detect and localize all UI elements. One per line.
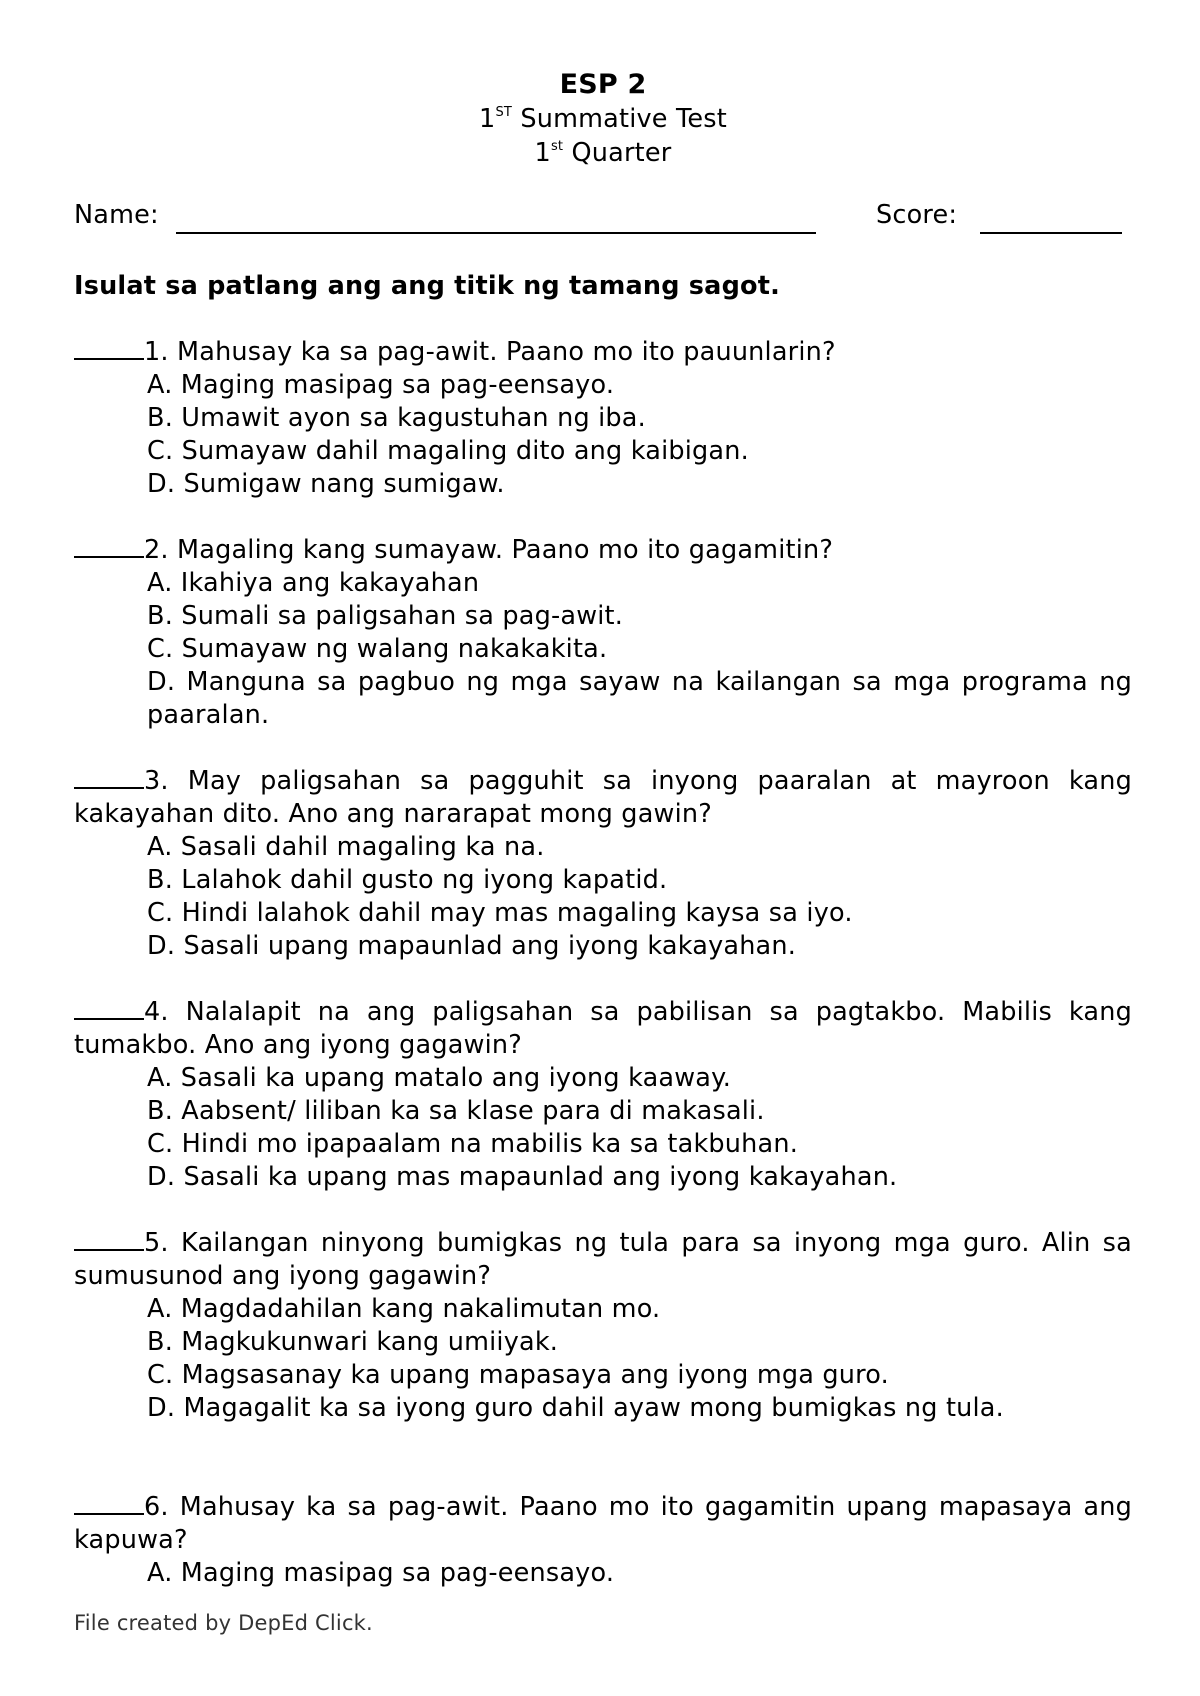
option-a: A. Sasali dahil magaling ka na.: [147, 832, 545, 862]
question-1: [74, 336, 1132, 501]
question-stem: [74, 765, 1132, 831]
test-number: 1: [479, 104, 496, 134]
instructions: Isulat sa patlang ang ang titik ng tamang sagot.: [74, 271, 781, 301]
quarter-label: Quarter: [563, 138, 672, 168]
question-number: 3.: [144, 766, 169, 796]
question-number: 1.: [144, 337, 169, 367]
question-number: 4.: [144, 997, 169, 1027]
test-type: Summative Test: [512, 104, 727, 134]
option-a: A. Magdadahilan kang nakalimutan mo.: [147, 1294, 661, 1324]
answer-blank[interactable]: [74, 1491, 144, 1515]
answer-blank[interactable]: [74, 1227, 144, 1251]
quarter-number-suffix: st: [550, 139, 564, 154]
question-text: Magaling kang sumayaw. Paano mo ito gagamitin?: [177, 535, 834, 565]
question-text: Nalalapit na ang paligsahan sa pabilisan sa pagtakbo. Mabilis kang tumakbo. Ano ang iyong gagawin?: [74, 997, 1132, 1060]
option-a: A. Ikahiya ang kakayahan: [147, 568, 480, 598]
option-d: D. Manguna sa pagbuo ng mga sayaw na kailangan sa mga programa ng paaralan.: [147, 667, 1132, 730]
name-score-row: [74, 200, 1132, 240]
quarter-number: 1: [534, 138, 551, 168]
quarter-line: [74, 136, 1132, 170]
option-b: B. Aabsent/ liliban ka sa klase para di makasali.: [147, 1096, 765, 1126]
option-d: D. Magagalit ka sa iyong guro dahil ayaw mong bumigkas ng tula.: [147, 1393, 1004, 1423]
option-c: C. Sumayaw ng walang nakakakita.: [147, 634, 608, 664]
question-stem: [74, 1227, 1132, 1293]
question-text: Mahusay ka sa pag-awit. Paano mo ito gagamitin upang mapasaya ang kapuwa?: [74, 1492, 1132, 1555]
question-number: 6.: [144, 1492, 169, 1522]
test-number-suffix: ST: [495, 105, 513, 120]
option-c: C. Hindi mo ipapaalam na mabilis ka sa takbuhan.: [147, 1129, 799, 1159]
question-number: 5.: [144, 1228, 169, 1258]
answer-blank[interactable]: [74, 765, 144, 789]
name-blank[interactable]: [176, 232, 816, 234]
option-a: A. Sasali ka upang matalo ang iyong kaaway.: [147, 1063, 732, 1093]
question-stem: [74, 996, 1132, 1062]
question-5: [74, 1227, 1132, 1425]
option-b: B. Lalahok dahil gusto ng iyong kapatid.: [147, 865, 668, 895]
question-2: [74, 534, 1132, 732]
footer-credit: File created by DepEd Click.: [74, 1611, 373, 1635]
option-a: A. Maging masipag sa pag-eensayo.: [147, 370, 615, 400]
question-text: Kailangan ninyong bumigkas ng tula para sa inyong mga guro. Alin sa sumusunod ang iyong gagawin?: [74, 1228, 1132, 1291]
option-b: B. Magkukunwari kang umiiyak.: [147, 1327, 559, 1357]
question-stem: [74, 336, 1132, 369]
answer-blank[interactable]: [74, 534, 144, 558]
question-3: [74, 765, 1132, 963]
option-b: B. Sumali sa paligsahan sa pag-awit.: [147, 601, 624, 631]
option-d: D. Sumigaw nang sumigaw.: [147, 469, 505, 499]
question-stem: [74, 534, 1132, 567]
answer-blank[interactable]: [74, 336, 144, 360]
option-d: D. Sasali ka upang mas mapaunlad ang iyong kakayahan.: [147, 1162, 898, 1192]
name-label: Name:: [74, 200, 159, 230]
answer-blank[interactable]: [74, 996, 144, 1020]
question-4: [74, 996, 1132, 1194]
question-6: [74, 1491, 1132, 1590]
question-text: May paligsahan sa pagguhit sa inyong paaralan at mayroon kang kakayahan dito. Ano ang nararapat mong gawin?: [74, 766, 1132, 829]
option-b: B. Umawit ayon sa kagustuhan ng iba.: [147, 403, 646, 433]
test-page: [74, 68, 1132, 1590]
test-type-line: [74, 102, 1132, 136]
test-header: [74, 68, 1132, 170]
subject-title: ESP 2: [559, 69, 647, 100]
question-text: Mahusay ka sa pag-awit. Paano mo ito pauunlarin?: [177, 337, 836, 367]
question-number: 2.: [144, 535, 169, 565]
option-c: C. Hindi lalahok dahil may mas magaling kaysa sa iyo.: [147, 898, 853, 928]
option-c: C. Magsasanay ka upang mapasaya ang iyong mga guro.: [147, 1360, 889, 1390]
score-label: Score:: [876, 200, 958, 230]
option-c: C. Sumayaw dahil magaling dito ang kaibigan.: [147, 436, 749, 466]
score-blank[interactable]: [980, 232, 1122, 234]
option-d: D. Sasali upang mapaunlad ang iyong kakayahan.: [147, 931, 797, 961]
option-a: A. Maging masipag sa pag-eensayo.: [147, 1558, 615, 1588]
question-stem: [74, 1491, 1132, 1557]
